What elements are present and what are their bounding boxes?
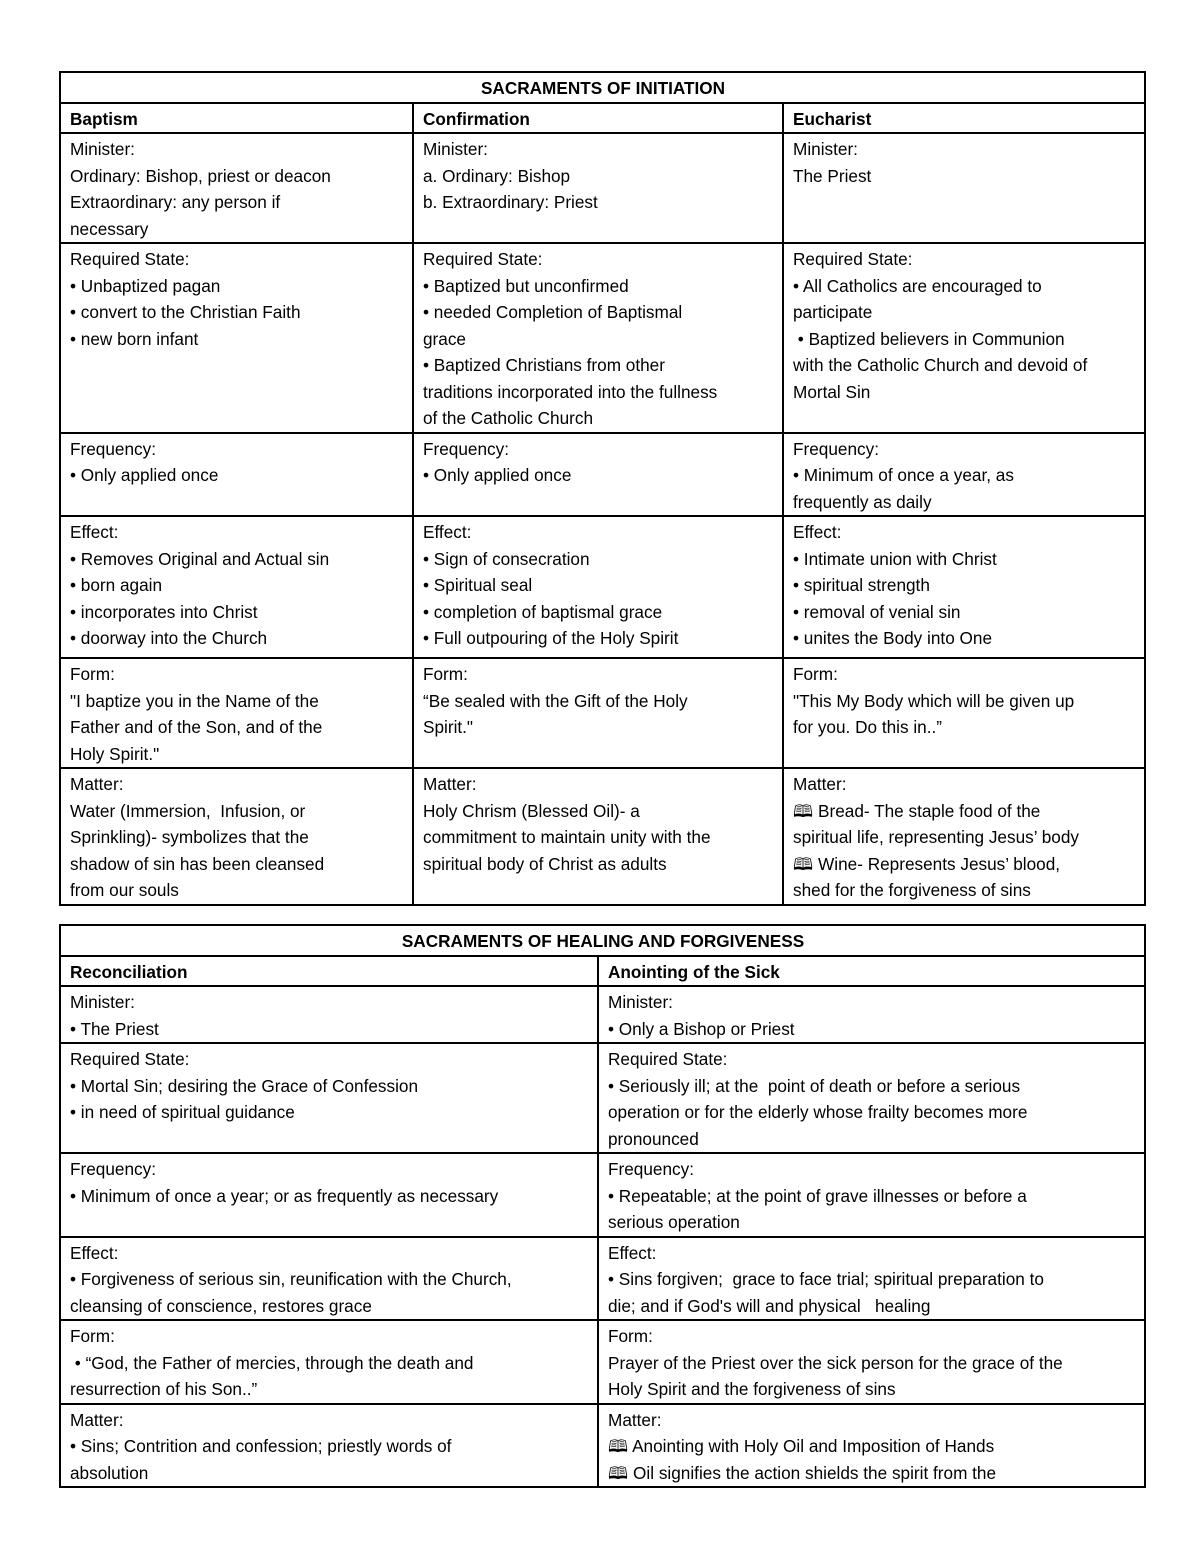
table-cell — [60, 1043, 598, 1153]
table-cell — [413, 433, 783, 517]
cell-line: traditions incorporated into the fullness — [423, 381, 718, 402]
cell-line: Extraordinary: any person if — [70, 192, 281, 212]
cell-line: spiritual body of Christ as adults — [423, 853, 667, 874]
cell-line: Frequency: — [608, 1159, 694, 1179]
cell-line: 🕮 Bread- The staple food of the — [793, 800, 1041, 821]
table-cell — [783, 133, 1145, 243]
cell-line: Matter: — [608, 1409, 662, 1430]
cell-line: Required State: — [423, 249, 543, 269]
cell-line: • The Priest — [70, 1018, 159, 1039]
cell-line: Form: — [608, 1326, 653, 1346]
cell-line: Form: — [423, 664, 468, 684]
cell-line: • born again — [70, 575, 163, 595]
table-cell — [60, 516, 413, 658]
cell-line: Matter: — [423, 774, 477, 794]
form-row — [60, 658, 1145, 768]
cell-line: • spiritual strength — [793, 575, 930, 595]
header-row — [60, 956, 1145, 987]
cell-line: • Removes Original and Actual sin — [70, 548, 330, 569]
cell-line: • in need of spiritual guidance — [70, 1102, 295, 1122]
cell-line: Water (Immersion, Infusion, or — [70, 800, 306, 821]
table-cell — [598, 1043, 1145, 1153]
cell-line: • Full outpouring of the Holy Spirit — [423, 628, 679, 648]
cell-line: Minister: — [70, 139, 135, 159]
column-header-anointing: Anointing of the Sick — [598, 956, 1145, 987]
cell-line: Required State: — [70, 249, 190, 269]
minister-row — [60, 986, 1145, 1043]
cell-line: • Intimate union with Christ — [793, 548, 997, 569]
cell-line: operation or for the elderly whose frailty becomes more — [608, 1102, 1028, 1122]
table-cell — [598, 1320, 1145, 1404]
table-cell — [60, 768, 413, 905]
minister-row — [60, 133, 1145, 243]
cell-line: shed for the forgiveness of sins — [793, 880, 1031, 900]
cell-line: Mortal Sin — [793, 381, 871, 402]
cell-line: • Sign of consecration — [423, 548, 590, 569]
table-cell — [598, 1153, 1145, 1237]
cell-line: • Forgiveness of serious sin, reunification with the Church, — [70, 1269, 512, 1289]
table-cell — [413, 133, 783, 243]
form-row — [60, 1320, 1145, 1404]
cell-line: Effect: — [70, 1242, 119, 1263]
cell-line: Frequency: — [70, 1159, 156, 1179]
cell-line: 🕮 Wine- Represents Jesus’ blood, — [793, 853, 1061, 874]
cell-line: Father and of the Son, and of the — [70, 717, 323, 737]
cell-line: 🕮 Oil signifies the action shields the spirit from the — [608, 1462, 997, 1483]
cell-line: Form: — [70, 664, 115, 684]
cell-line: Required State: — [70, 1049, 190, 1069]
matter-row — [60, 768, 1145, 905]
table-cell — [60, 1320, 598, 1404]
table-cell — [60, 243, 413, 433]
table-cell — [783, 768, 1145, 905]
table-cell — [60, 433, 413, 517]
table-cell — [598, 1404, 1145, 1488]
cell-line: Spirit." — [423, 717, 474, 737]
cell-line: pronounced — [608, 1128, 699, 1149]
cell-line: • completion of baptismal grace — [423, 601, 663, 622]
cell-line: absolution — [70, 1462, 149, 1483]
table-cell — [60, 1153, 598, 1237]
cell-line: from our souls — [70, 880, 179, 900]
cell-line: “Be sealed with the Gift of the Holy — [423, 690, 688, 711]
title-row — [60, 925, 1145, 956]
cell-line: Required State: — [793, 249, 913, 269]
table-cell — [60, 133, 413, 243]
cell-line: Effect: — [793, 522, 842, 542]
cell-line: • Mortal Sin; desiring the Grace of Confession — [70, 1075, 419, 1096]
table-cell — [598, 986, 1145, 1043]
cell-line: • Sins; Contrition and confession; priestly words of — [70, 1436, 452, 1456]
cell-line: grace — [423, 328, 466, 349]
cell-line: Form: — [70, 1326, 115, 1346]
cell-line: Ordinary: Bishop, priest or deacon — [70, 165, 331, 186]
table-cell — [413, 658, 783, 768]
cell-line: • Only a Bishop or Priest — [608, 1018, 795, 1039]
required-state-row — [60, 1043, 1145, 1153]
cell-line: • removal of venial sin — [793, 601, 961, 622]
cell-line: for you. Do this in..” — [793, 717, 943, 737]
cell-line: Minister: — [793, 139, 858, 159]
cell-line: Prayer of the Priest over the sick person for the grace of the — [608, 1352, 1063, 1373]
table-cell — [60, 1404, 598, 1488]
cell-line: Holy Chrism (Blessed Oil)- a — [423, 800, 640, 821]
cell-line: • unites the Body into One — [793, 628, 993, 648]
cell-line: resurrection of his Son..” — [70, 1379, 258, 1399]
cell-line: 🕮 Anointing with Holy Oil and Imposition of Hands — [608, 1436, 995, 1456]
table-cell — [783, 433, 1145, 517]
frequency-row — [60, 1153, 1145, 1237]
cell-line: Matter: — [70, 1409, 124, 1430]
column-header-confirmation: Confirmation — [413, 103, 783, 134]
table-cell — [413, 516, 783, 658]
cell-line: • Sins forgiven; grace to face trial; spiritual preparation to — [608, 1269, 1044, 1289]
cell-line: Effect: — [423, 522, 472, 542]
table-cell — [783, 243, 1145, 433]
cell-line: • needed Completion of Baptismal — [423, 302, 683, 322]
cell-line: • incorporates into Christ — [70, 601, 258, 622]
initiation-table — [59, 71, 1146, 906]
table-cell — [60, 658, 413, 768]
cell-line: • All Catholics are encouraged to — [793, 275, 1042, 296]
cell-line: serious operation — [608, 1212, 740, 1232]
column-header-eucharist: Eucharist — [783, 103, 1145, 134]
effect-row — [60, 516, 1145, 658]
cell-line: participate — [793, 302, 873, 322]
cell-line: • Minimum of once a year; or as frequently as necessary — [70, 1185, 499, 1206]
cell-line: Holy Spirit and the forgiveness of sins — [608, 1379, 896, 1399]
table-title: SACRAMENTS OF HEALING AND FORGIVENESS — [60, 925, 1145, 956]
cell-line: Holy Spirit." — [70, 743, 160, 764]
cell-line: • Spiritual seal — [423, 575, 533, 595]
table-cell — [413, 243, 783, 433]
table-cell — [783, 658, 1145, 768]
table-cell — [60, 986, 598, 1043]
cell-line: a. Ordinary: Bishop — [423, 165, 571, 186]
cell-line: The Priest — [793, 165, 872, 186]
cell-line: die; and if God's will and physical healing — [608, 1295, 931, 1316]
cell-line: • Minimum of once a year, as — [793, 465, 1014, 485]
cell-line: • convert to the Christian Faith — [70, 302, 301, 322]
cell-line: • Only applied once — [70, 465, 219, 485]
cell-line: Form: — [793, 664, 838, 684]
cell-line: Effect: — [70, 522, 119, 542]
cell-line: Minister: — [70, 992, 135, 1012]
cell-line: • doorway into the Church — [70, 628, 268, 648]
table-cell — [60, 1237, 598, 1321]
table-title: SACRAMENTS OF INITIATION — [60, 72, 1145, 103]
cell-line: • new born infant — [70, 328, 199, 349]
table-cell — [413, 768, 783, 905]
column-header-baptism: Baptism — [60, 103, 413, 134]
cell-line: Matter: — [793, 774, 847, 794]
healing-table — [59, 924, 1146, 1488]
cell-line: • Baptized believers in Communion — [793, 328, 1065, 349]
cell-line: shadow of sin has been cleansed — [70, 853, 325, 874]
cell-line: • Seriously ill; at the point of death or before a serious — [608, 1075, 1021, 1096]
cell-line: cleansing of conscience, restores grace — [70, 1295, 372, 1316]
column-header-reconciliation: Reconciliation — [60, 956, 598, 987]
cell-line: • Unbaptized pagan — [70, 275, 221, 296]
cell-line: spiritual life, representing Jesus’ body — [793, 827, 1079, 847]
cell-line: Required State: — [608, 1049, 728, 1069]
cell-line: Sprinkling)- symbolizes that the — [70, 827, 309, 847]
cell-line: Minister: — [608, 992, 673, 1012]
cell-line: Frequency: — [70, 438, 156, 459]
title-row — [60, 72, 1145, 103]
cell-line: "I baptize you in the Name of the — [70, 690, 319, 711]
frequency-row — [60, 433, 1145, 517]
cell-line: necessary — [70, 218, 149, 239]
table-cell — [783, 516, 1145, 658]
cell-line: Frequency: — [793, 438, 879, 459]
cell-line: Frequency: — [423, 438, 509, 459]
cell-line: • Only applied once — [423, 465, 572, 485]
required-state-row — [60, 243, 1145, 433]
cell-line: frequently as daily — [793, 491, 932, 512]
header-row — [60, 103, 1145, 134]
cell-line: of the Catholic Church — [423, 408, 594, 428]
cell-line: Minister: — [423, 139, 488, 159]
effect-row — [60, 1237, 1145, 1321]
cell-line: with the Catholic Church and devoid of — [793, 355, 1088, 375]
cell-line: • Baptized but unconfirmed — [423, 275, 629, 296]
cell-line: commitment to maintain unity with the — [423, 827, 711, 847]
cell-line: b. Extraordinary: Priest — [423, 192, 598, 212]
cell-line: Effect: — [608, 1242, 657, 1263]
cell-line: • “God, the Father of mercies, through the death and — [70, 1352, 474, 1373]
cell-line: • Repeatable; at the point of grave illnesses or before a — [608, 1185, 1027, 1206]
cell-line: "This My Body which will be given up — [793, 690, 1075, 711]
cell-line: • Baptized Christians from other — [423, 355, 665, 375]
cell-line: Matter: — [70, 774, 124, 794]
matter-row — [60, 1404, 1145, 1488]
table-cell — [598, 1237, 1145, 1321]
